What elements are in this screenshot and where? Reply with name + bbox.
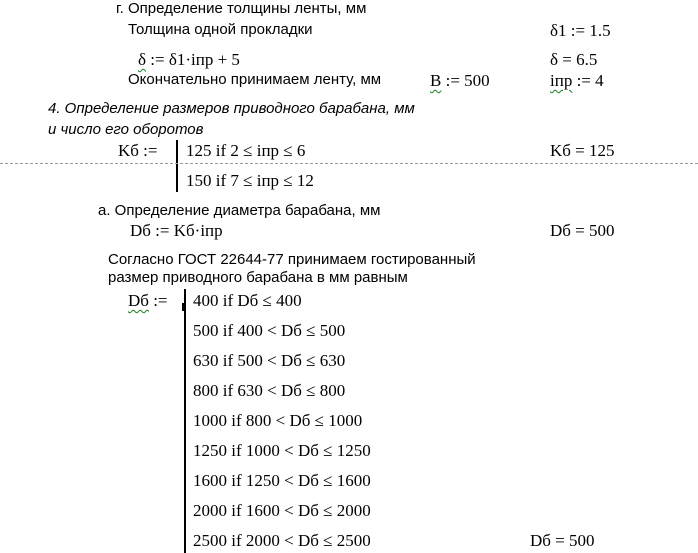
section-a-heading: а. Определение диаметра барабана, мм	[98, 202, 381, 219]
kb-piecewise-bracket	[176, 140, 178, 192]
db-formula[interactable]: Dб := Kб·iпр	[130, 221, 223, 240]
kb-case-1: 125 if 2 ≤ iпр ≤ 6	[186, 141, 306, 160]
belt-width-value: := 500	[441, 71, 490, 90]
ipr-value: := 4	[572, 71, 604, 90]
db-case-row: 630 if 500 < Dб ≤ 630	[193, 351, 346, 370]
delta-symbol: δ	[138, 50, 147, 69]
layer-thickness-label: Толщина одной прокладки	[128, 21, 313, 38]
db-gost-symbol: Dб	[128, 291, 149, 310]
ipr-definition[interactable]	[550, 71, 604, 91]
db-gost-lhs[interactable]	[128, 291, 168, 311]
db-case-row: 500 if 400 < Dб ≤ 500	[193, 321, 346, 340]
db-result: Dб = 500	[550, 221, 615, 240]
final-belt-text: Окончательно принимаем ленту, мм	[128, 71, 382, 88]
db-case-row: 1000 if 800 < Dб ≤ 1000	[193, 411, 363, 430]
db-piecewise-bracket	[184, 289, 186, 553]
kb-lhs[interactable]: Kб :=	[118, 141, 158, 160]
delta-expression: := δ1·iпр + 5	[146, 50, 240, 69]
kb-case-2: 150 if 7 ≤ iпр ≤ 12	[186, 171, 314, 190]
kb-result: Kб = 125	[550, 141, 615, 160]
section-4-heading-line2: и число его оборотов	[48, 121, 204, 138]
db-case-row: 2500 if 2000 < Dб ≤ 2500	[193, 531, 371, 550]
bracket-tick	[182, 303, 184, 311]
db-case-row: 1250 if 1000 < Dб ≤ 1250	[193, 441, 371, 460]
ipr-symbol: iпр	[550, 71, 573, 90]
section-g-heading: г. Определение толщины ленты, мм	[116, 0, 367, 17]
db-final-result: Dб = 500	[530, 531, 595, 550]
db-case-row: 2000 if 1600 < Dб ≤ 2000	[193, 501, 371, 520]
region-divider	[0, 163, 698, 164]
section-4-heading-line1: 4. Определение размеров приводного барабана, мм	[48, 100, 415, 117]
gost-text-line2: размер приводного барабана в мм равным	[108, 269, 408, 286]
belt-width-definition[interactable]	[430, 71, 490, 91]
delta1-definition[interactable]: δ1 := 1.5	[550, 21, 611, 40]
delta-formula[interactable]	[138, 50, 240, 70]
db-gost-assign: :=	[148, 291, 168, 310]
gost-text-line1: Согласно ГОСТ 22644-77 принимаем гостированный	[108, 251, 476, 268]
db-case-row: 1600 if 1250 < Dб ≤ 1600	[193, 471, 371, 490]
belt-width-symbol: B	[430, 71, 442, 90]
db-case-row: 400 if Dб ≤ 400	[193, 291, 302, 310]
delta-result: δ = 6.5	[550, 50, 598, 69]
db-case-row: 800 if 630 < Dб ≤ 800	[193, 381, 346, 400]
